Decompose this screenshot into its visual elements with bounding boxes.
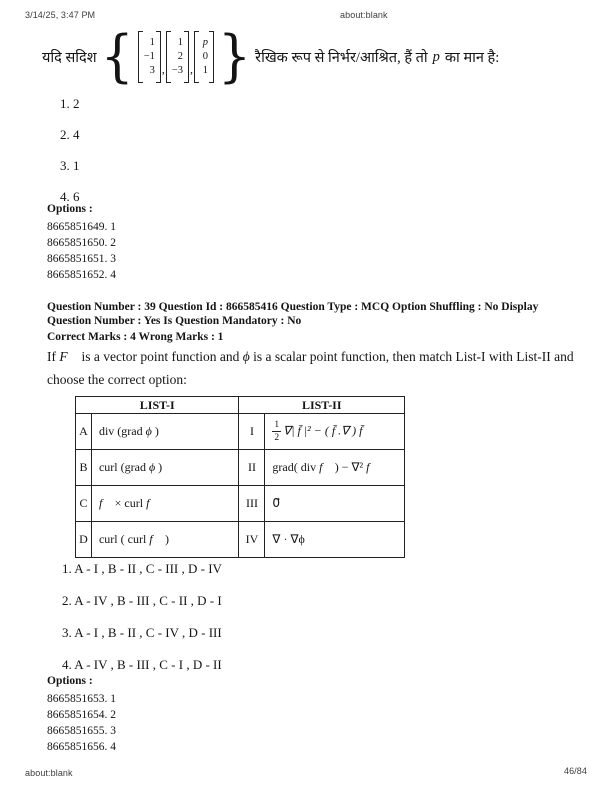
expr-curl-grad-phi (91, 450, 239, 486)
question-38-choice-list (60, 97, 80, 203)
fraction-one-half (272, 420, 281, 443)
vector-entry: 0 (202, 51, 209, 62)
body-text: is a scalar point function, then match List-I with List-II and choose the correct option: (47, 349, 574, 387)
vector-entry: 3 (149, 65, 155, 76)
vector-f-symbol: f⃗ (319, 460, 332, 474)
phi-symbol: ϕ (145, 424, 152, 438)
vector-entry: 1 (149, 37, 155, 48)
options-label: Options : (47, 675, 93, 687)
vector-f-symbol: f⃗ (149, 532, 162, 546)
expr-zero-vector (265, 486, 405, 522)
expr-f-cross-curl-f (91, 486, 239, 522)
expr-text: ) (155, 460, 163, 474)
column-vector-1 (138, 31, 161, 83)
expr-text: ) − ∇² (331, 460, 367, 474)
question-39-metadata: Question Number : 39 Question Id : 866585416 Question Type : MCQ Option Shuffling : No Display Question Number : Yes Is Question Mandatory : No (47, 301, 539, 327)
phi-symbol: ϕ (242, 349, 250, 364)
expr-grad-div-f (265, 450, 405, 486)
table-header-row (76, 397, 405, 414)
row-label-iv: IV (239, 522, 265, 558)
question-38-statement (42, 26, 499, 88)
expr-text: ) (151, 424, 159, 438)
options-label: Options : (47, 203, 93, 215)
expr-curl-curl-f (91, 522, 239, 558)
expr-text: curl ( curl (98, 532, 150, 546)
question-38-prefix-text: यदि सदिश (42, 50, 97, 66)
vector-separator-comma: , (190, 62, 194, 76)
choice-4: 4. A - IV , B - III , C - I , D - II (62, 657, 222, 672)
question-38-options-block (47, 203, 116, 283)
vector-group (138, 31, 214, 83)
choice-3: 3. A - I , B - II , C - IV , D - III (62, 625, 222, 640)
row-label-i: I (239, 414, 265, 450)
vector-F-symbol: F⃗ (59, 349, 79, 364)
expr-div-grad-phi (91, 414, 239, 450)
body-text: If (47, 349, 60, 364)
phi-symbol: ϕ (148, 460, 156, 474)
vector-entry: −3 (171, 65, 184, 76)
row-label-iii: III (239, 486, 265, 522)
column-vector-3 (194, 31, 214, 83)
question-39-choice-list (62, 562, 222, 671)
variable-p: p (432, 48, 440, 65)
fraction-numerator: 1 (274, 420, 280, 430)
vector-entry-p: p (202, 37, 209, 48)
open-brace: { (100, 24, 134, 90)
table-row-d (76, 522, 405, 558)
vector-entry: 2 (177, 51, 184, 62)
zero-vector-symbol: 0⃗ (272, 496, 281, 510)
expr-text: × curl (111, 496, 147, 510)
table-row-c (76, 486, 405, 522)
choice-1: 1. 2 (60, 96, 80, 111)
expr-text: ∇| f̄ |² − ( f̄ .∇ ) f̄ (283, 423, 363, 438)
question-39-options-block (47, 675, 116, 755)
list-2-header: LIST-II (239, 397, 405, 414)
vector-separator-comma: , (161, 62, 165, 76)
vector-entry: 1 (177, 37, 184, 48)
body-text: is a vector point function and (78, 349, 243, 364)
vector-f-symbol: f⃗ (366, 460, 379, 474)
row-label-b: B (76, 450, 92, 486)
close-brace: } (218, 24, 252, 90)
choice-4: 4. 6 (60, 189, 80, 204)
row-label-d: D (76, 522, 92, 558)
fraction-denominator: 2 (274, 433, 280, 443)
vector-f-symbol: f⃗ (146, 496, 159, 510)
expr-half-grad-fsq (265, 414, 405, 450)
match-the-list-table (75, 396, 405, 558)
expr-text: ∇ · ∇ϕ (272, 532, 305, 546)
question-38-suffix-text-2: का मान है: (444, 50, 500, 66)
vector-f-symbol: f⃗ (98, 496, 112, 510)
row-label-ii: II (239, 450, 265, 486)
vector-entry: −1 (143, 51, 155, 62)
table-row-b (76, 450, 405, 486)
print-header-title: about:blank (340, 10, 388, 20)
column-vector-2 (166, 31, 189, 83)
expr-text: grad( div (272, 460, 320, 474)
expr-del-dot-del-phi (265, 522, 405, 558)
expr-text: div (grad (98, 424, 146, 438)
table-row-a (76, 414, 405, 450)
print-footer-url: about:blank (25, 768, 73, 778)
option-id-1: 8665851653. 1 (47, 693, 116, 705)
option-id-3: 8665851651. 3 (47, 253, 116, 265)
option-id-4: 8665851652. 4 (47, 269, 116, 281)
row-label-a: A (76, 414, 92, 450)
print-footer-page-number: 46/84 (563, 766, 587, 776)
option-id-2: 8665851650. 2 (47, 237, 116, 249)
row-label-c: C (76, 486, 92, 522)
expr-text: curl (grad (98, 460, 149, 474)
choice-2: 2. 4 (60, 127, 80, 142)
option-id-1: 8665851649. 1 (47, 221, 116, 233)
option-id-4: 8665851656. 4 (47, 741, 116, 753)
print-header-datetime: 3/14/25, 3:47 PM (25, 10, 96, 20)
choice-1: 1. A - I , B - II , C - III , D - IV (62, 561, 222, 576)
vector-entry: 1 (202, 65, 209, 76)
list-1-header: LIST-I (76, 397, 239, 414)
option-id-3: 8665851655. 3 (47, 725, 116, 737)
question-39-marks: Correct Marks : 4 Wrong Marks : 1 (47, 331, 224, 343)
option-id-2: 8665851654. 2 (47, 709, 116, 721)
question-38-suffix-text: रैखिक रूप से निर्भर/आश्रित, हैं तो (255, 50, 428, 66)
choice-2: 2. A - IV , B - III , C - II , D - I (62, 593, 222, 608)
choice-3: 3. 1 (60, 158, 80, 173)
expr-text: ) (161, 532, 169, 546)
question-39-statement (47, 345, 579, 391)
